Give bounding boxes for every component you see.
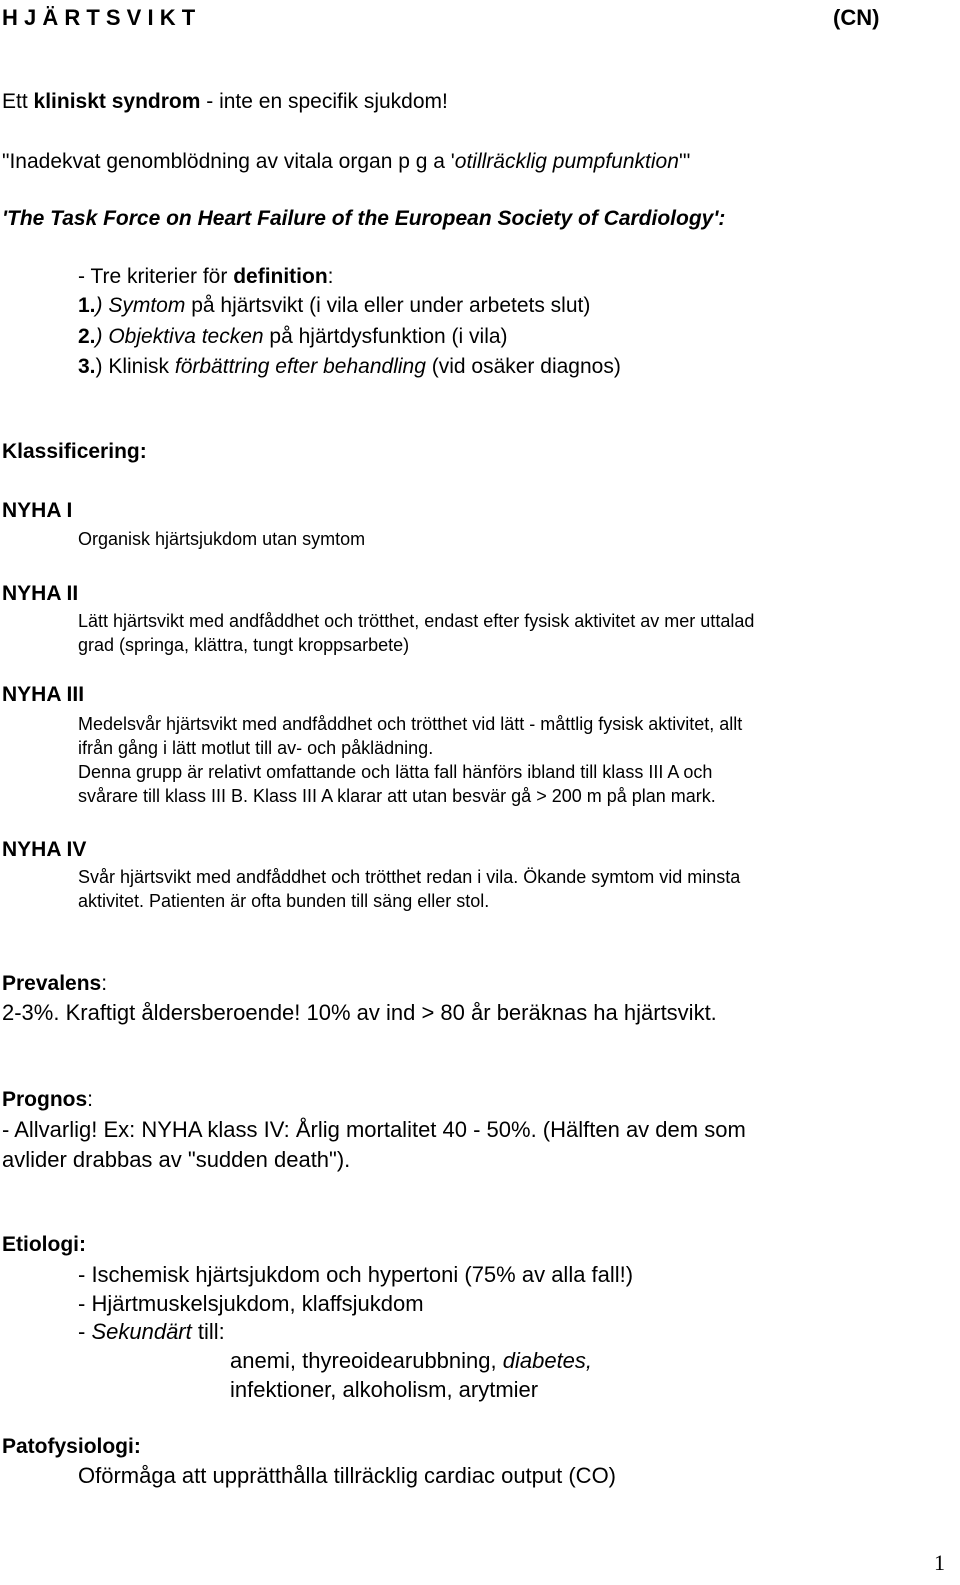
nyha-4-text-line-2: aktivitet. Patienten är ofta bunden till säng eller stol. [78,891,490,911]
prevalence-heading: Prevalens: [2,972,108,995]
pathophysiology-heading: Patofysiologi: [2,1435,141,1458]
criteria-lead: - Tre kriterier för definition: [78,265,334,288]
page-number: 1 [934,1550,945,1575]
nyha-3-text-line-2: ifrån gång i lätt motlut till av- och påklädning. [78,738,434,758]
nyha-2-text-line-2: grad (springa, klättra, tungt kroppsarbete) [78,635,410,655]
nyha-3-title: NYHA III [2,683,85,706]
etiology-line-3: - Sekundärt till: [78,1319,225,1344]
nyha-2-text-line-1: Lätt hjärtsvikt med andfåddhet och trötthet, endast efter fysisk aktivitet av mer uttalad [78,611,755,631]
nyha-3-text-line-3: Denna grupp är relativt omfattande och lätta fall hänförs ibland till klass III A och [78,762,713,782]
etiology-line-2: - Hjärtmuskelsjukdom, klaffsjukdom [78,1291,424,1316]
document-code: (CN) [833,5,880,30]
nyha-3-text-line-1: Medelsvår hjärtsvikt med andfåddhet och trötthet vid lätt - måttlig fysisk aktivitet, allt [78,714,743,734]
etiology-line-4: anemi, thyreoidearubbning, diabetes, [230,1348,593,1373]
prevalence-text: 2-3%. Kraftigt åldersberoende! 10% av ind > 80 år beräknas ha hjärtsvikt. [2,1000,717,1025]
task-force-heading: 'The Task Force on Heart Failure of the European Society of Cardiology': [2,207,726,230]
prognosis-line-1: - Allvarlig! Ex: NYHA klass IV: Årlig mortalitet 40 - 50%. (Hälften av dem som [2,1117,746,1142]
intro-line-1: Ett kliniskt syndrom - inte en specifik sjukdom! [2,90,448,113]
prognosis-line-2: avlider drabbas av "sudden death"). [2,1147,351,1172]
prognosis-heading: Prognos: [2,1088,94,1111]
criterion-3: 3.) Klinisk förbättring efter behandling (vid osäker diagnos) [78,355,621,378]
nyha-4-text-line-1: Svår hjärtsvikt med andfåddhet och trötthet redan i vila. Ökande symtom vid minsta [78,867,741,887]
etiology-line-1: - Ischemisk hjärtsjukdom och hypertoni (75% av alla fall!) [78,1262,634,1287]
nyha-1-text: Organisk hjärtsjukdom utan symtom [78,529,366,549]
nyha-1-title: NYHA I [2,499,73,522]
criterion-2: 2.) Objektiva tecken på hjärtdysfunktion (i vila) [78,325,508,348]
nyha-2-title: NYHA II [2,582,79,605]
intro-line-2: "Inadekvat genomblödning av vitala organ p g a 'otillräcklig pumpfunktion'" [2,150,691,173]
classification-heading: Klassificering: [2,440,147,463]
document-title: H J Ä R T S V I K T [2,5,196,30]
criterion-1: 1.) Symtom på hjärtsvikt (i vila eller under arbetets slut) [78,294,591,317]
nyha-4-title: NYHA IV [2,838,87,861]
etiology-heading: Etiologi: [2,1233,86,1256]
nyha-3-text-line-4: svårare till klass III B. Klass III A klarar att utan besvär gå > 200 m på plan mark. [78,786,716,806]
pathophysiology-text: Oförmåga att upprätthålla tillräcklig cardiac output (CO) [78,1463,617,1488]
etiology-line-5: infektioner, alkoholism, arytmier [230,1377,539,1402]
